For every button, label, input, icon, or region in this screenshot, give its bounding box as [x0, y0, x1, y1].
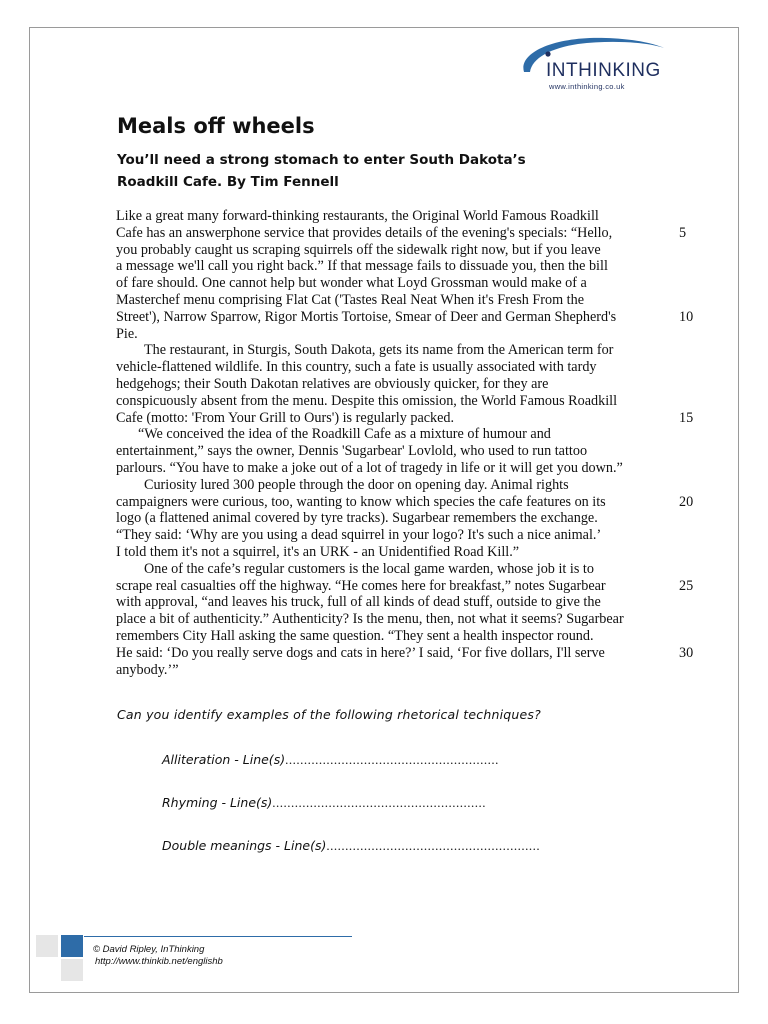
article-line — [116, 611, 696, 628]
article-line-text: place a bit of authenticity.” Authenticity? Is the menu, then, not what it seems? Sugarbear — [116, 611, 624, 628]
article-line — [116, 225, 696, 242]
article-line-text: a message we'll call you right back.” If that message fails to dissuade you, then the bill — [116, 258, 608, 275]
article-line-text: with approval, “and leaves his truck, full of all kinds of dead stuff, outside to give the — [116, 594, 601, 611]
task-alliteration — [162, 752, 499, 768]
footer-url: http://www.thinkib.net/englishb — [95, 956, 223, 967]
task-double-meanings — [162, 838, 540, 854]
answer-blank: ......................................................... — [285, 752, 499, 767]
task-label: Alliteration - Line(s) — [162, 752, 286, 767]
article-line-text: parlours. “You have to make a joke out of a lot of tragedy in life or it will get you down.” — [116, 459, 623, 476]
article-line — [116, 578, 696, 595]
line-number: 25 — [679, 577, 694, 594]
line-number: 10 — [679, 308, 694, 325]
article-line-text: “We conceived the idea of the Roadkill Cafe as a mixture of humour and — [138, 426, 551, 443]
article-line-text: anybody.’” — [116, 661, 179, 678]
article-line — [116, 494, 696, 511]
footer-square-light — [61, 959, 83, 981]
article-line-text: scrape real casualties off the highway. “He comes here for breakfast,” notes Sugarbear — [116, 577, 606, 594]
article-line — [116, 477, 696, 494]
article-line-text: hedgehogs; their South Dakotan relatives are obviously quicker, for they are — [116, 375, 549, 392]
article-line — [116, 393, 696, 410]
article-line-text: I told them it's not a squirrel, it's an URK - an Unidentified Road Kill.” — [116, 543, 520, 560]
footer-square-blue — [61, 935, 83, 957]
subtitle-line: You’ll need a strong stomach to enter South Dakota’s — [117, 152, 526, 168]
logo-url: www.inthinking.co.uk — [549, 82, 625, 91]
article-line-text: vehicle-flattened wildlife. In this country, such a fate is usually associated with tardy — [116, 359, 597, 376]
article-line-text: One of the cafe’s regular customers is the local game warden, whose job it is to — [144, 560, 594, 577]
article-line-text: of fare should. One cannot help but wonder what Loyd Grossman would make of a — [116, 275, 587, 292]
article-line-text: you probably caught us scraping squirrels off the sidewalk right now, but if you leave — [116, 241, 601, 258]
article-line-text: campaigners were curious, too, wanting to know which species the cafe features on its — [116, 493, 606, 510]
article-line — [116, 662, 696, 679]
line-number: 5 — [679, 224, 687, 241]
article-line-text: logo (a flattened animal covered by tyre tracks). Sugarbear remembers the exchange. — [116, 510, 598, 527]
article-line — [116, 242, 696, 259]
article-line — [116, 342, 696, 359]
article-line — [116, 258, 696, 275]
article-line — [116, 628, 696, 645]
article-line — [116, 510, 696, 527]
article-line-text: Pie. — [116, 325, 138, 342]
article-line-text: Cafe has an answerphone service that provides details of the evening's specials: “Hello, — [116, 224, 613, 241]
article-body — [116, 208, 696, 678]
article-line — [116, 561, 696, 578]
logo-wordmark: INTHINKING — [546, 60, 661, 81]
article-line-text: He said: ‘Do you really serve dogs and cats in here?’ I said, ‘For five dollars, I'll serve — [116, 644, 605, 661]
article-line-text: Masterchef menu comprising Flat Cat ('Tastes Real Neat When it's Fresh From the — [116, 291, 584, 308]
article-line — [116, 527, 696, 544]
footer-square-light — [36, 935, 58, 957]
article-line — [116, 460, 696, 477]
article-line-text: remembers City Hall asking the same question. “They sent a health inspector round. — [116, 627, 594, 644]
article-line-text: Curiosity lured 300 people through the door on opening day. Animal rights — [144, 476, 569, 493]
article-line-text: “They said: ‘Why are you using a dead squirrel in your logo? It's such a nice animal.’ — [116, 527, 602, 544]
article-line — [116, 410, 696, 427]
article-line — [116, 326, 696, 343]
article-line-text: Like a great many forward-thinking restaurants, the Original World Famous Roadkill — [116, 208, 599, 224]
task-rhyming — [162, 795, 486, 811]
exercise-question: Can you identify examples of the following rhetorical techniques? — [117, 707, 541, 722]
article-line — [116, 426, 696, 443]
line-number: 15 — [679, 409, 694, 426]
article-line — [116, 594, 696, 611]
article-title: Meals off wheels — [117, 114, 315, 138]
article-line-text: entertainment,” says the owner, Dennis 'Sugarbear' Lovlold, who used to run tattoo — [116, 443, 588, 460]
inthinking-logo — [516, 34, 666, 94]
article-line — [116, 544, 696, 561]
footer-copyright: © David Ripley, InThinking — [93, 944, 205, 955]
footer-rule — [84, 936, 352, 937]
article-line-text: Street'), Narrow Sparrow, Rigor Mortis Tortoise, Smear of Deer and German Shepherd's — [116, 308, 617, 325]
article-line-text: Cafe (motto: 'From Your Grill to Ours') is regularly packed. — [116, 409, 455, 426]
article-line — [116, 275, 696, 292]
task-label: Rhyming - Line(s) — [162, 795, 273, 810]
article-line — [116, 359, 696, 376]
line-number: 20 — [679, 493, 694, 510]
footer-text — [93, 944, 223, 968]
article-subtitle — [117, 149, 637, 193]
article-line-text: conspicuously absent from the menu. Despite this omission, the World Famous Roadkill — [116, 392, 618, 409]
answer-blank: ......................................................... — [326, 838, 541, 853]
article-line — [116, 443, 696, 460]
task-label: Double meanings - Line(s) — [162, 838, 327, 853]
article-line — [116, 376, 696, 393]
line-number: 30 — [679, 644, 694, 661]
article-line — [116, 645, 696, 662]
answer-blank: ......................................................... — [272, 795, 487, 810]
subtitle-line: Roadkill Cafe. By Tim Fennell — [117, 174, 339, 190]
article-line — [116, 208, 696, 225]
article-line-text: The restaurant, in Sturgis, South Dakota, gets its name from the American term for — [144, 342, 614, 359]
article-line — [116, 309, 696, 326]
article-line — [116, 292, 696, 309]
